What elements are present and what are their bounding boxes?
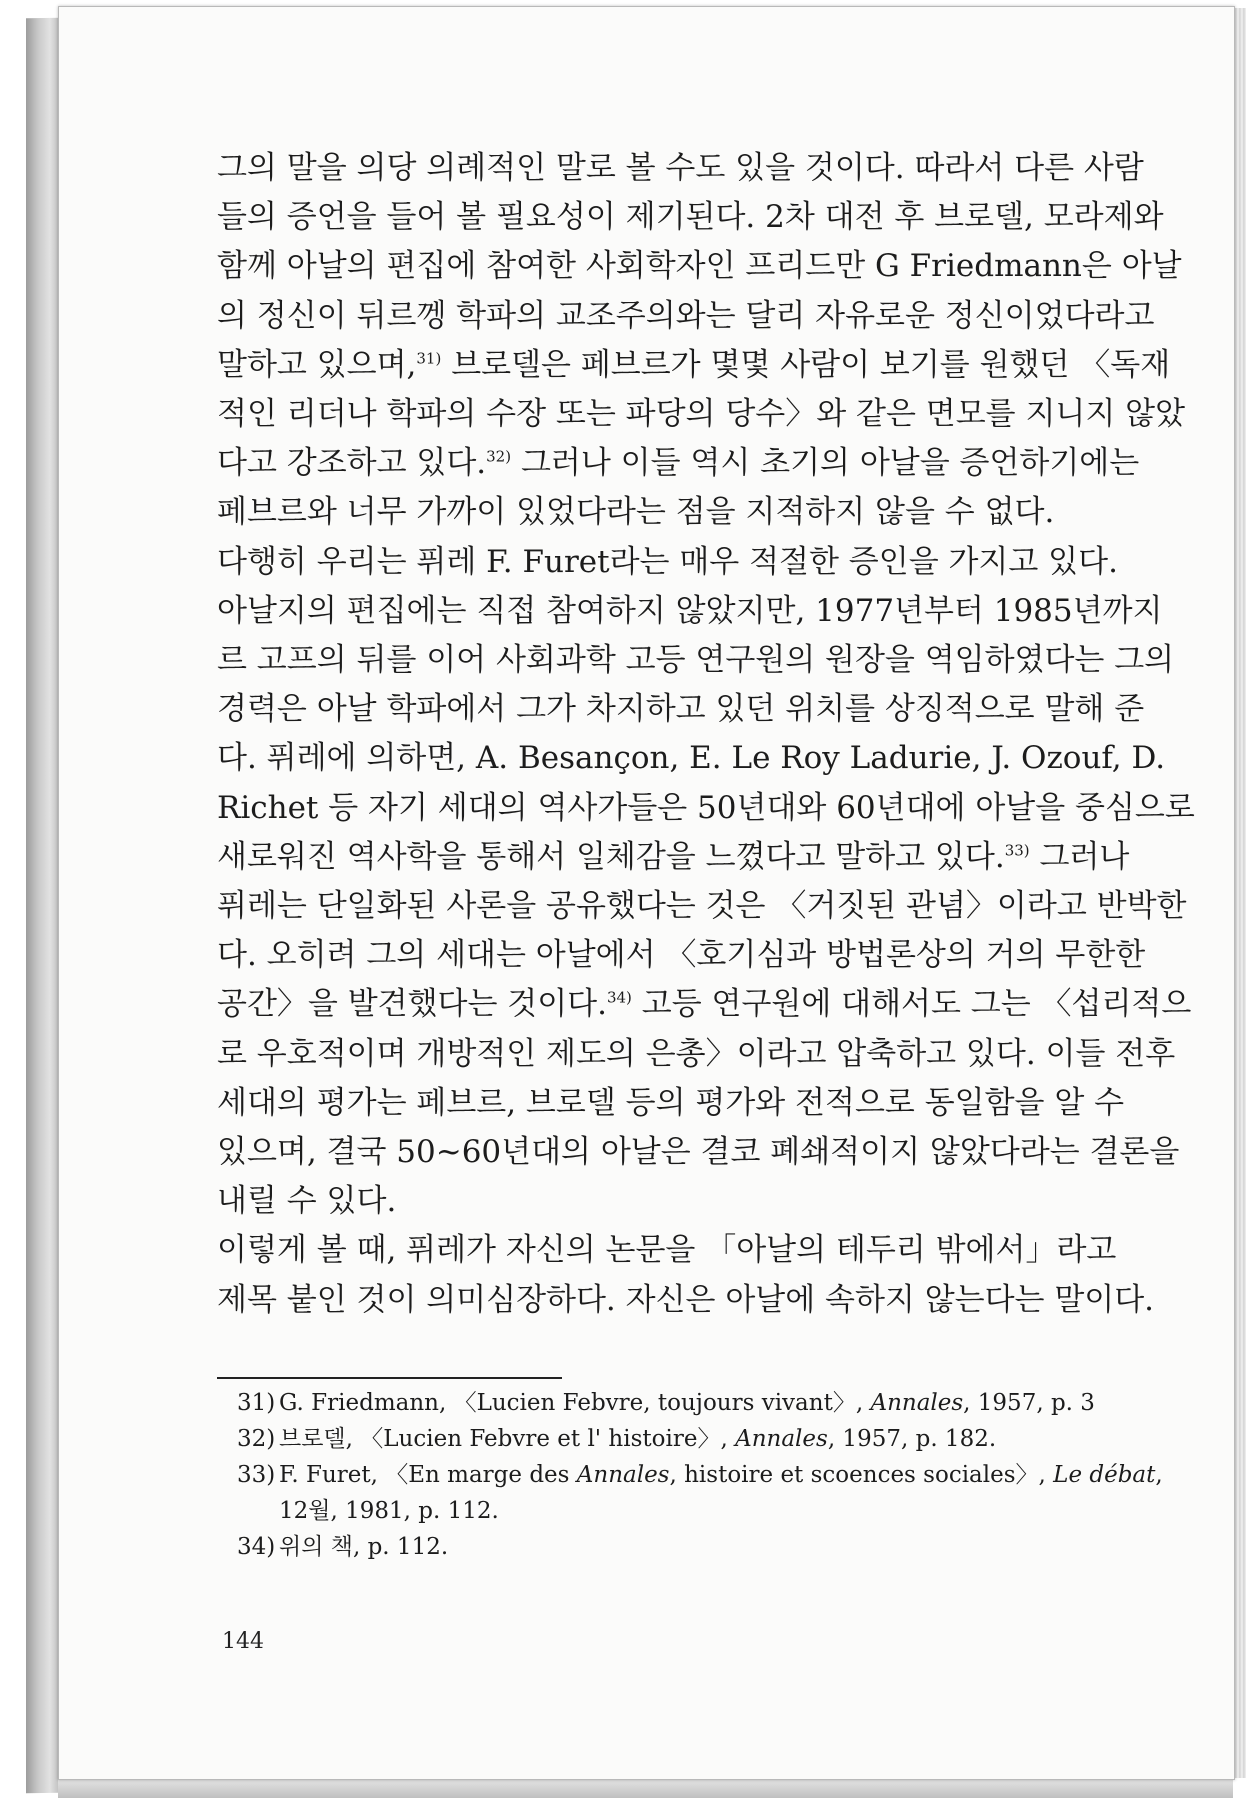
text-line: 적인 리더나 학파의 수장 또는 파당의 당수〉와 같은 면모를 지니지 않았: [217, 396, 1186, 433]
text-line: 제목 붙인 것이 의미심장하다. 자신은 아날에 속하지 않는다는 말이다.: [217, 1281, 1155, 1318]
line-text: 그러나: [1029, 838, 1130, 875]
text-line: 함께 아날의 편집에 참여한 사회학자인 프리드만 G Friedmann은 아날: [217, 248, 1182, 285]
footnote-number: 34): [237, 1534, 276, 1560]
text-line: 로 우호적이며 개방적인 제도의 은총〉이라고 압축하고 있다. 이들 전후: [217, 1035, 1176, 1072]
text-line: 다. 오히려 그의 세대는 아날에서 〈호기심과 방법론상의 거의 무한한: [217, 937, 1146, 974]
text-line: 경력은 아날 학파에서 그가 차지하고 있던 위치를 상징적으로 말해 준: [217, 691, 1145, 728]
line-text: 다고 강조하고 있다.: [217, 445, 487, 482]
footnote-number: 31): [237, 1390, 276, 1416]
footnote-33-continued: 12월, 1981, p. 112.: [279, 1498, 499, 1524]
text-line: 그의 말을 의당 의례적인 말로 볼 수도 있을 것이다. 따라서 다른 사람: [217, 150, 1144, 186]
footnote-journal: Le débat: [1053, 1462, 1156, 1488]
text-line: 내릴 수 있다.: [217, 1183, 397, 1220]
text-line: 들의 증언을 들어 볼 필요성이 제기된다. 2차 대전 후 브로델, 모라제와: [217, 199, 1164, 236]
footnote-32: [237, 1421, 1087, 1457]
paragraph-3: [217, 1226, 1155, 1324]
text-line: 르 고프의 뒤를 이어 사회과학 고등 연구원의 원장을 역임하였다는 그의: [217, 642, 1175, 679]
text-line: [217, 439, 1140, 488]
page-number: 144: [222, 1629, 264, 1654]
footnote-31: [237, 1385, 1095, 1421]
footnote-text: 위의 책, p. 112.: [279, 1534, 449, 1560]
footnote-34: [237, 1529, 1087, 1565]
footnote-journal: Annales: [576, 1462, 670, 1488]
text-line: 페브르와 너무 가까이 있었다라는 점을 지적하지 않을 수 없다.: [217, 494, 1055, 531]
footnote-text: G. Friedmann, 〈Lucien Febvre, toujours vivant〉,: [279, 1390, 871, 1416]
footnote-ref: 31): [416, 349, 442, 368]
footnote-text: F. Furet, 〈En marge des: [279, 1462, 577, 1488]
footnote-number: 32): [237, 1426, 276, 1452]
line-text: 공간〉을 발견했다는 것이다.: [217, 986, 607, 1023]
footnote-text: 브로델, 〈Lucien Febvre et l' histoire〉,: [279, 1426, 736, 1452]
paragraph-1: [217, 144, 1186, 538]
footnote-ref: 33): [1004, 841, 1030, 860]
footnote-33: [237, 1457, 1163, 1493]
text-line: 퓌레는 단일화된 사론을 공유했다는 것은 〈거짓된 관념〉이라고 반박한: [217, 888, 1187, 925]
text-line: Richet 등 자기 세대의 역사가들은 50년대와 60년대에 아날을 중심으로: [217, 789, 1195, 826]
footnotes: [237, 1385, 1163, 1565]
footnote-journal: Annales: [735, 1426, 828, 1452]
footnote-text: , 1957, p. 182.: [827, 1426, 997, 1452]
footnote-number: 33): [237, 1462, 276, 1488]
footnote-ref: 32): [486, 447, 512, 466]
text-line: 다. 퓌레에 의하면, A. Besançon, E. Le Roy Ladurie, J. Ozouf, D.: [217, 740, 1166, 777]
line-text: 말하고 있으며,: [217, 346, 417, 383]
book-spine: [26, 18, 60, 1794]
line-text: 그러나 이들 역시 초기의 아날을 증언하기에는: [511, 445, 1140, 482]
paragraph-2: [217, 538, 1195, 1227]
footnote-divider: [217, 1377, 562, 1379]
text-line: 아날지의 편집에는 직접 참여하지 않았지만, 1977년부터 1985년까지: [217, 592, 1163, 629]
text-line: 이렇게 볼 때, 퓌레가 자신의 논문을 「아날의 테두리 밖에서」라고: [217, 1232, 1117, 1269]
footnote-ref: 34): [606, 989, 632, 1008]
footnote-text: ,: [1155, 1462, 1163, 1488]
line-text: 새로워진 역사학을 통해서 일체감을 느꼈다고 말하고 있다.: [217, 838, 1005, 875]
footnote-text: , 1957, p. 3: [963, 1390, 1095, 1416]
text-line: 다행히 우리는 퓌레 F. Furet라는 매우 적절한 증인을 가지고 있다.: [217, 543, 1118, 580]
text-line: 의 정신이 뒤르껭 학파의 교조주의와는 달리 자유로운 정신이었다라고: [217, 297, 1155, 334]
footnote-text: , histoire et scoences sociales〉,: [669, 1462, 1054, 1488]
line-text: 고등 연구원에 대해서도 그는 〈섭리적으: [631, 986, 1192, 1023]
text-line: [217, 833, 1130, 882]
text-line: [217, 980, 1192, 1029]
footnote-journal: Annales: [870, 1390, 964, 1416]
line-text: 브로델은 페브르가 몇몇 사람이 보기를 원했던 〈독재: [441, 346, 1171, 383]
text-line: [217, 341, 1171, 390]
bottom-edge: [58, 1778, 1233, 1798]
body-text: [217, 144, 1195, 1325]
text-line: 있으며, 결국 50~60년대의 아날은 결코 폐쇄적이지 않았다라는 결론을: [217, 1134, 1180, 1171]
text-line: 세대의 평가는 페브르, 브로델 등의 평가와 전적으로 동일함을 알 수: [217, 1084, 1125, 1121]
